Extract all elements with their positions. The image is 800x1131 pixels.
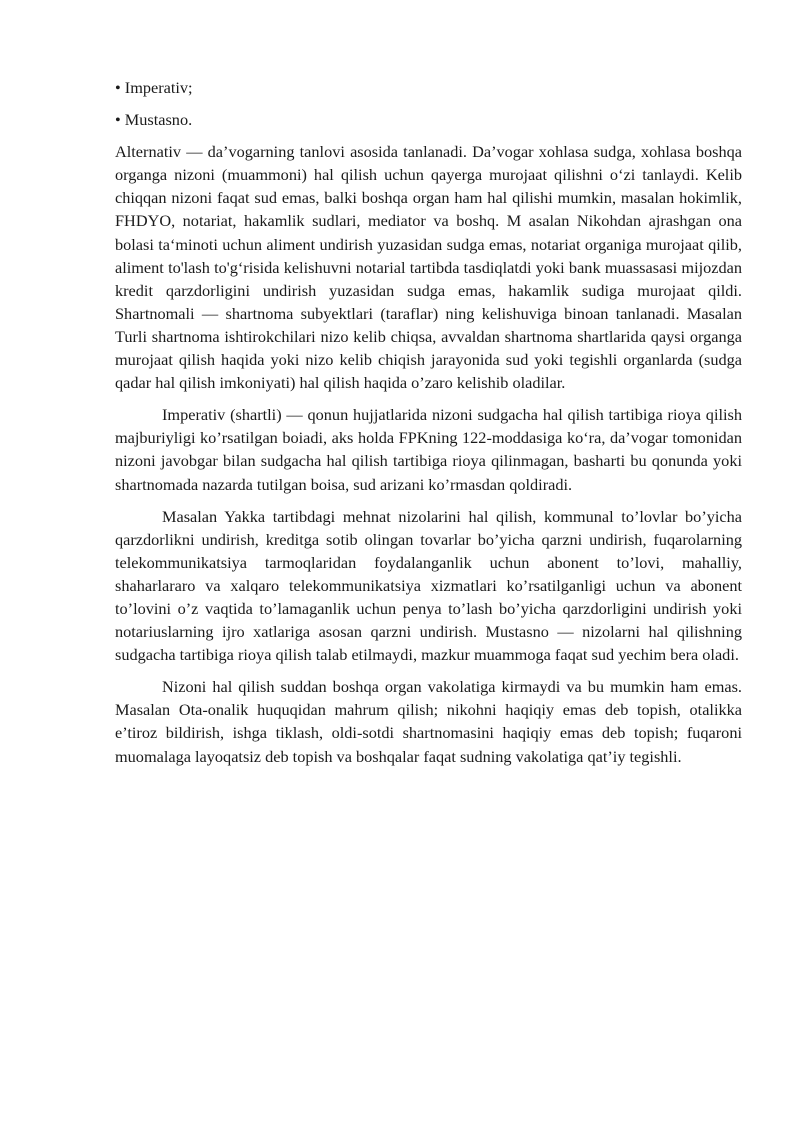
paragraph-alternativ: Alternativ — da’vogarning tanlovi asosida tanlanadi. Da’vogar xohlasa sudga, xohlasa boshqa organga nizoni (muammoni) hal qilish uchun qayerga murojaat qilishni o‘zi tanlaydi. Kelib chiqqan nizoni faqat sud emas, balki boshqa organ ham hal qilishi mumkin, masalan hokimlik, FHDYO, notariat, hakamlik sudlari, mediator va boshq. M asalan Nikohdan ajrashgan ona bolasi ta‘minoti uchun aliment undirish yuzasidan sudga emas, notariat organiga murojaat qilib, aliment to'lash to'g‘risida kelishuvni notarial tartibda tasdiqlatdi yoki bank muassasasi mijozdan kredit qarzdorligini undirish yuzasidan sudga emas, hakamlik sudiga murojaat qildi. Shartnomali — shartnoma subyektlari (taraflar) ning kelishuviga binoan tanlanadi. Masalan Turli shartnoma ishtirokchilari nizo kelib chiqsa, avvaldan shartnoma shartlarida qaysi organga murojaat qilish haqida yoki nizo kelib chiqish jarayonida sud yoki tegishli organlarda (sudga qadar hal qilish imkoniyati) hal qilish haqida o’zaro kelishib oladilar. — [115, 142, 742, 393]
paragraph-court-only: Nizoni hal qilish suddan boshqa organ vakolatiga kirmaydi va bu mumkin ham emas. Masalan Ota-onalik huquqidan mahrum qilish; nikohni haqiqiy emas deb topish, otalikka e’tiroz bildirish, ishga tiklash, oldi-sotdi shartnomasini haqiqiy emas deb topish; fuqaroni muomalaga layoqatsiz deb topish va boshqalar faqat sudning vakolatiga qat’iy tegishli. — [115, 677, 742, 766]
document-page — [115, 76, 742, 777]
paragraph-examples: Masalan Yakka tartibdagi mehnat nizolarini hal qilish, kommunal to’lovlar bo’yicha qarzdorlikni undirish, kreditga sotib olingan tovarlar bo’yicha qarzni undirish, fuqarolarning telekommunikatsiya tarmoqlaridan foydalanganlik uchun abonent to’lovi, mahalliy, shaharlararo va xalqaro telekommunikatsiya xizmatlari ko’rsatilganligi uchun va abonent to’lovini o’z vaqtida to’lamaganlik uchun penya to’lash bo’yicha qarzdorligini undirish yoki notariuslarning ijro xatlariga asosan qarzni undirish. Mustasno — nizolarni hal qilishning sudgacha tartibiga rioya qilish talab etilmaydi, mazkur muammoga faqat sud yechim bera oladi. — [115, 506, 742, 665]
paragraph-imperativ: Imperativ (shartli) — qonun hujjatlarida nizoni sudgacha hal qilish tartibiga rioya qilish majburiyligi ko’rsatilgan boiadi, aks holda FPKning 122-moddasiga ko‘ra, da’vogar tomonidan nizoni javobgar bilan sudgacha hal qilish tartibiga rioya qilinmagan, basharti bu qonunda yoki shartnomada nazarda tutilgan boisa, sud arizani ko’rmasdan qoldiradi. — [115, 405, 742, 494]
bullet-mustasno: • Mustasno. — [115, 110, 193, 130]
bullet-imperativ: • Imperativ; — [115, 78, 193, 97]
